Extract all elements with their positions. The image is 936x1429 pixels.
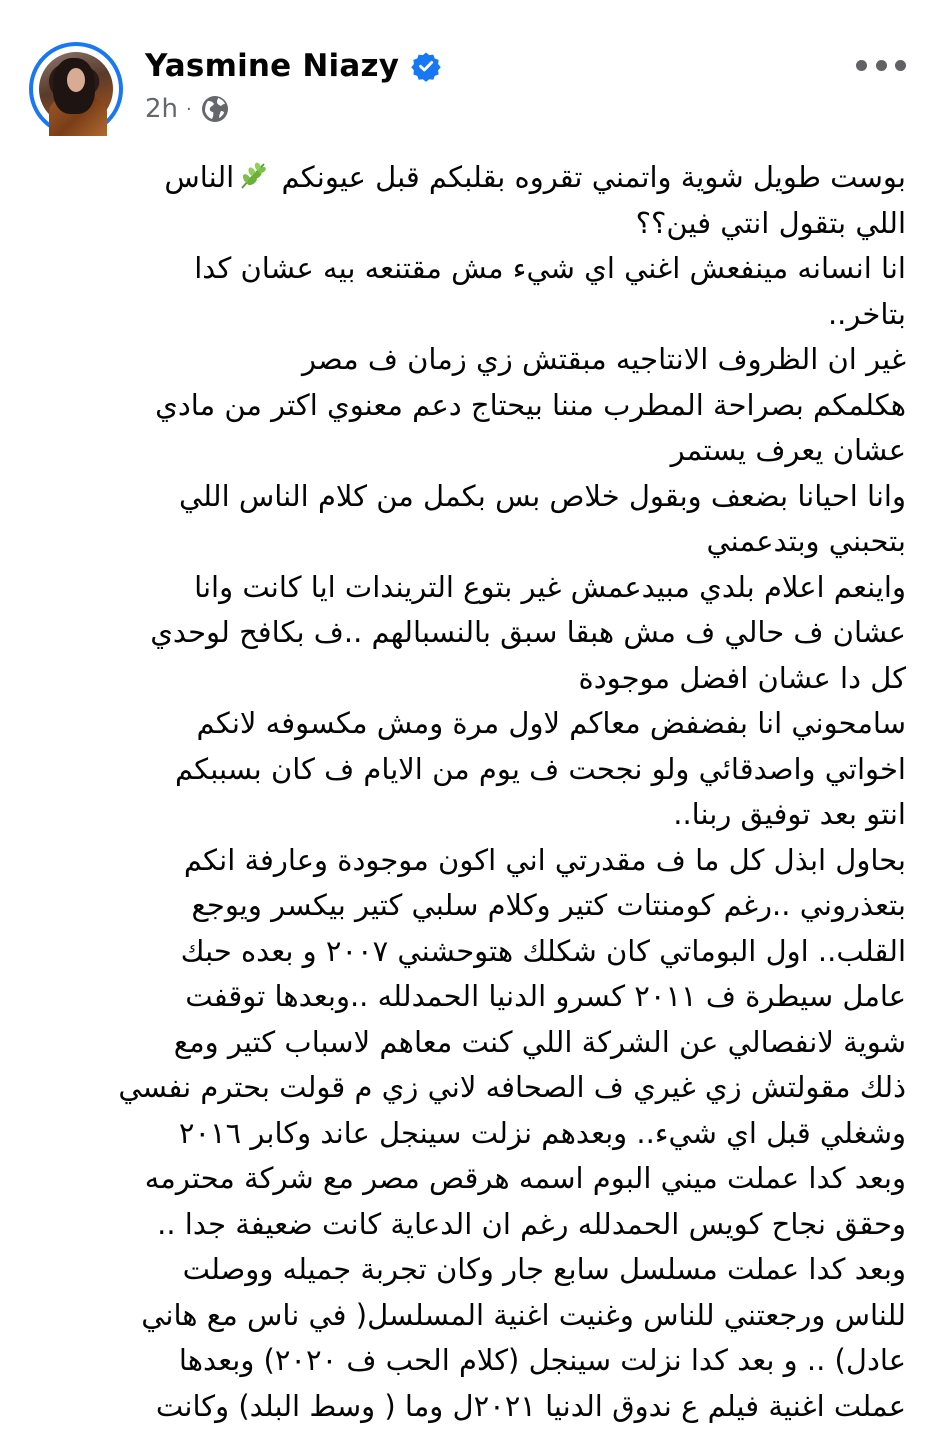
post-line: شوية لانفصالي عن الشركة اللي كنت معاهم لاسباب كتير ومع <box>26 1020 906 1066</box>
post-line: انتو بعد توفيق ربنا.. <box>26 792 906 838</box>
post-line: غير ان الظروف الانتاجيه مبقتش زي زمان ف مصر <box>26 337 906 383</box>
more-options-button[interactable] <box>856 52 906 78</box>
post-line: وشغلي قبل اي شيء.. وبعدهم نزلت سينجل عاند وكابر ٢٠١٦ <box>26 1111 906 1157</box>
avatar-face-shape <box>67 68 85 92</box>
profile-photo <box>39 52 113 126</box>
post-line: كل دا عشان افضل موجودة <box>26 656 906 702</box>
post-timestamp[interactable]: 2h <box>145 94 178 124</box>
post-line: وبعد كدا عملت ميني البوم اسمه هرقص مصر مع شركة محترمه <box>26 1156 906 1202</box>
avatar[interactable] <box>29 42 123 136</box>
dot-icon <box>876 60 887 71</box>
post-line: بتعذروني ..رغم كومنتات كتير وكلام سلبي كتير بيكسر ويوجع <box>26 883 906 929</box>
post-text <box>26 155 906 1429</box>
post-line: اللي بتقول انتي فين؟؟ <box>26 201 906 247</box>
post-header <box>0 0 936 150</box>
dot-icon <box>856 60 867 71</box>
post-line: عشان ف حالي ف مش هبقا سبق بالنسبالهم ..ف بكافح لوحدي <box>26 610 906 656</box>
post-line: سامحوني انا بفضفض معاكم لاول مرة ومش مكسوفه لانكم <box>26 701 906 747</box>
post-line: وانا احيانا بضعف وبقول خلاص بس بكمل من كلام الناس اللي <box>26 474 906 520</box>
post-line: بتحبني وبتدعمني <box>26 519 906 565</box>
post-line: واينعم اعلام بلدي مبيدعمش غير بتوع التريندات ايا كانت وانا <box>26 565 906 611</box>
post-line: وحقق نجاح كويس الحمدلله رغم ان الدعاية كانت ضعيفة جدا .. <box>26 1202 906 1248</box>
post-line: انا انسانه مينفعش اغني اي شيء مش مقتنعه بيه عشان كدا <box>26 246 906 292</box>
dot-icon <box>895 60 906 71</box>
post-line: عادل) .. و بعد كدا نزلت سينجل (كلام الحب ف ٢٠٢٠) وبعدها <box>26 1338 906 1384</box>
post-meta <box>145 94 230 124</box>
post-line: بوست طويل شوية واتمني تقروه بقلبكم قبل عيونكم الناس <box>26 155 906 201</box>
post-line: اخواتي واصدقائي ولو نجحت ف يوم من الايام ف كان بسببكم <box>26 747 906 793</box>
post-line: وبعد كدا عملت مسلسل سابع جار وكان تجربة جميله ووصلت <box>26 1247 906 1293</box>
meta-separator: · <box>186 99 192 120</box>
post-line: عامل سيطرة ف ٢٠١١ كسرو الدنيا الحمدلله ..وبعدها توقفت <box>26 974 906 1020</box>
post-line: عشان يعرف يستمر <box>26 428 906 474</box>
author-name[interactable]: Yasmine Niazy <box>145 48 399 84</box>
herb-leaf-icon <box>238 159 268 189</box>
globe-icon[interactable] <box>200 94 230 124</box>
verified-badge-icon <box>411 51 441 81</box>
post-line: القلب.. اول البوماتي كان شكلك هتوحشني ٢٠٠٧ و بعده حبك <box>26 929 906 975</box>
post-line: هكلمكم بصراحة المطرب مننا بيحتاج دعم معنوي اكتر من مادي <box>26 383 906 429</box>
post-line: بتاخر.. <box>26 292 906 338</box>
author-row <box>145 48 441 84</box>
post-line: للناس ورجعتني للناس وغنيت اغنية المسلسل( في ناس مع هاني <box>26 1293 906 1339</box>
post-line: عملت اغنية فيلم ع ندوق الدنيا ٢٠٢١ل وما ( وسط البلد) وكانت <box>26 1384 906 1429</box>
post-line: ذلك مقولتش زي غيري ف الصحافه لاني زي م قولت بحترم نفسي <box>26 1065 906 1111</box>
post-line: بحاول ابذل كل ما ف مقدرتي اني اكون موجودة وعارفة انكم <box>26 838 906 884</box>
